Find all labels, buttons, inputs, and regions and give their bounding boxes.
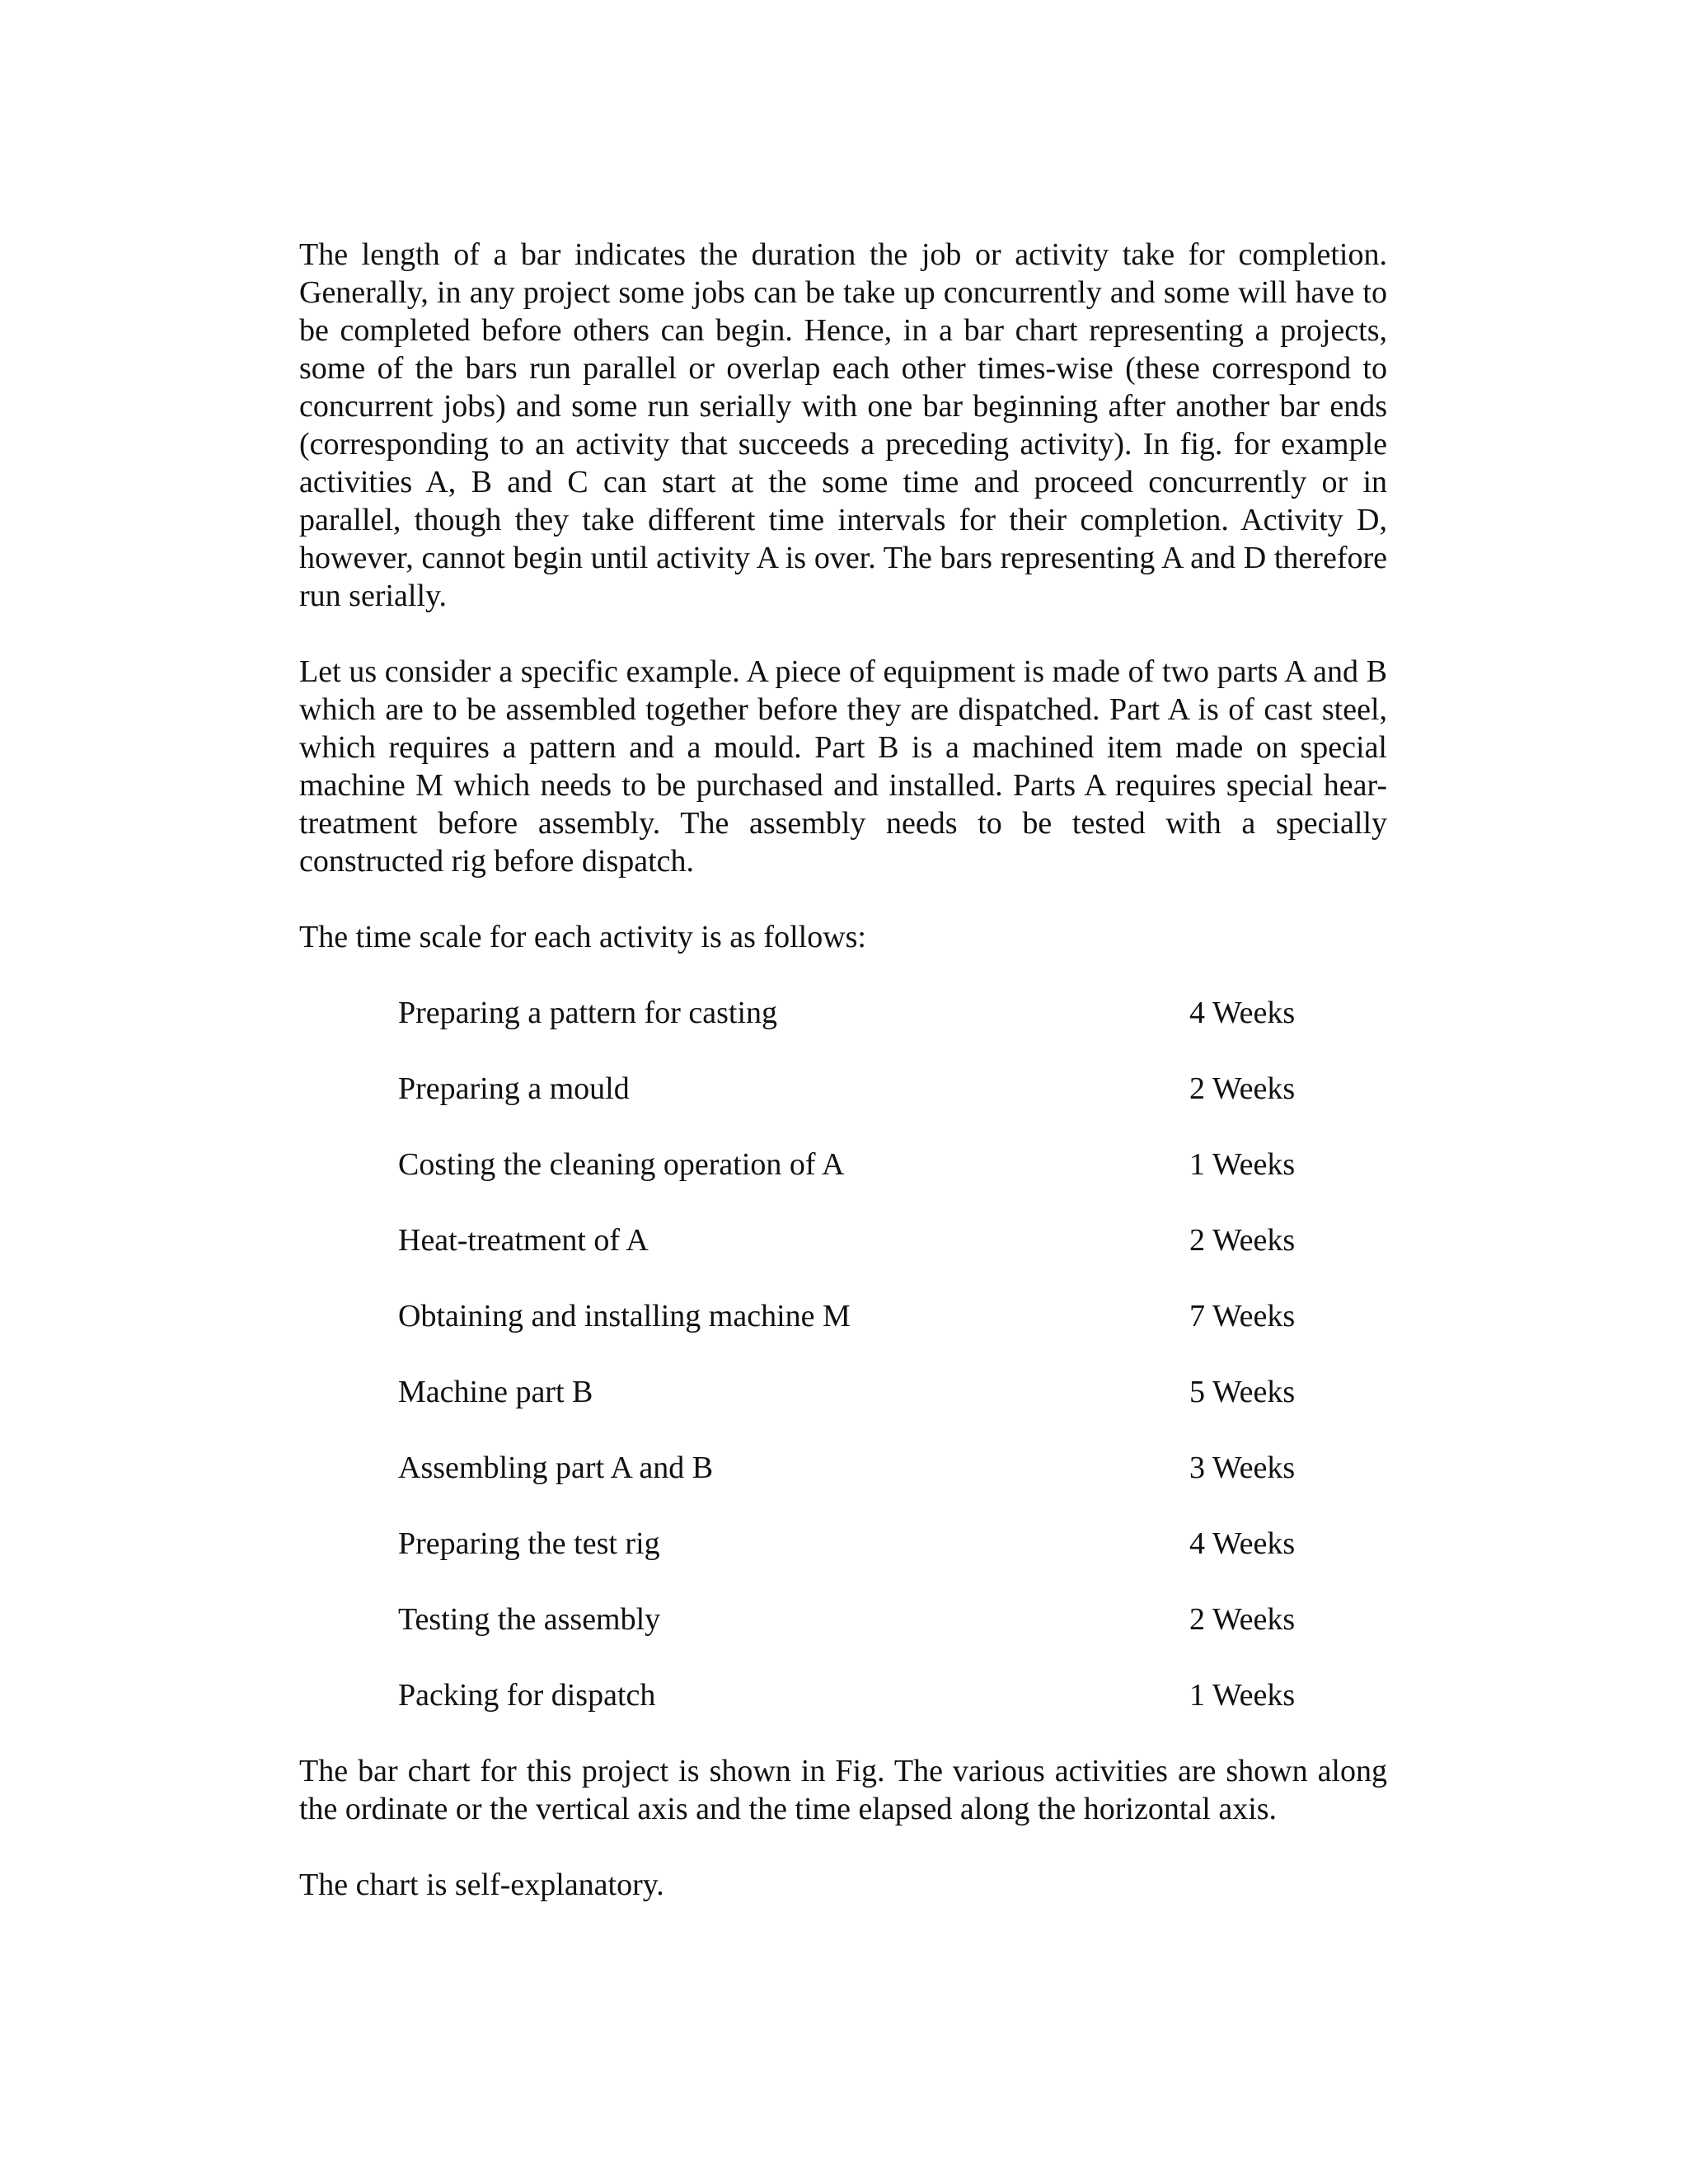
list-item [398, 1373, 1305, 1411]
activity-name: Obtaining and installing machine M [398, 1299, 851, 1333]
activity-name: Assembling part A and B [398, 1451, 714, 1485]
activity-duration: 4 Weeks [1189, 1526, 1296, 1561]
list-item [398, 1297, 1305, 1335]
activity-duration: 4 Weeks [1189, 996, 1296, 1030]
paragraph-specific-example: Let us consider a specific example. A piece of equipment is made of two parts A and B which are to be assembled together before they are dispatched. Part A is of cast steel, which requires a pattern and a mould. Part B is a machined item made on special machine M which needs to be purchased and installed. Parts A requires special hear-treatment before assembly. The assembly needs to be tested with a specially constructed rig before dispatch. [299, 654, 1387, 879]
list-item [398, 1676, 1305, 1714]
activity-duration: 5 Weeks [1189, 1375, 1296, 1409]
activity-name: Preparing a mould [398, 1071, 630, 1106]
list-item [398, 994, 1305, 1032]
activity-name: Costing the cleaning operation of A [398, 1147, 845, 1182]
activity-name: Preparing a pattern for casting [398, 996, 778, 1030]
activity-list [398, 994, 1305, 1714]
activity-duration: 7 Weeks [1189, 1299, 1296, 1333]
list-item [398, 1146, 1305, 1183]
activity-name: Preparing the test rig [398, 1526, 660, 1561]
list-item [398, 1221, 1305, 1259]
activity-name: Packing for dispatch [398, 1678, 656, 1713]
activity-duration: 1 Weeks [1189, 1678, 1296, 1713]
activity-duration: 3 Weeks [1189, 1451, 1296, 1485]
list-item [398, 1070, 1305, 1108]
activity-name: Machine part B [398, 1375, 593, 1409]
activity-duration: 2 Weeks [1189, 1223, 1296, 1258]
activity-duration: 2 Weeks [1189, 1071, 1296, 1106]
activity-name: Testing the assembly [398, 1602, 661, 1637]
activity-duration: 2 Weeks [1189, 1602, 1296, 1637]
paragraph-bar-length: The length of a bar indicates the duration the job or activity take for completion. Generally, in any project some jobs can be take up concurrently and some will have to be completed before others can begin. Hence, in a bar chart representing a projects, some of the bars run parallel or overlap each other times-wise (these correspond to concurrent jobs) and some run serially with one bar beginning after another bar ends (corresponding to an activity that succeeds a preceding activity). In fig. for example activities A, B and C can start at the some time and proceed concurrently or in parallel, though they take different time intervals for their completion. Activity D, however, cannot begin until activity A is over. The bars representing A and D therefore run serially. [299, 237, 1387, 613]
paragraph-time-scale-intro: The time scale for each activity is as follows: [299, 920, 866, 954]
activity-duration: 1 Weeks [1189, 1147, 1296, 1182]
paragraph-self-explanatory: The chart is self-explanatory. [299, 1868, 664, 1902]
activity-name: Heat-treatment of A [398, 1223, 649, 1258]
list-item [398, 1449, 1305, 1487]
list-item [398, 1525, 1305, 1563]
list-item [398, 1601, 1305, 1638]
document-page [299, 236, 1387, 1904]
paragraph-bar-chart-description: The bar chart for this project is shown in Fig. The various activities are shown along the ordinate or the vertical axis and the time elapsed along the horizontal axis. [299, 1754, 1387, 1826]
